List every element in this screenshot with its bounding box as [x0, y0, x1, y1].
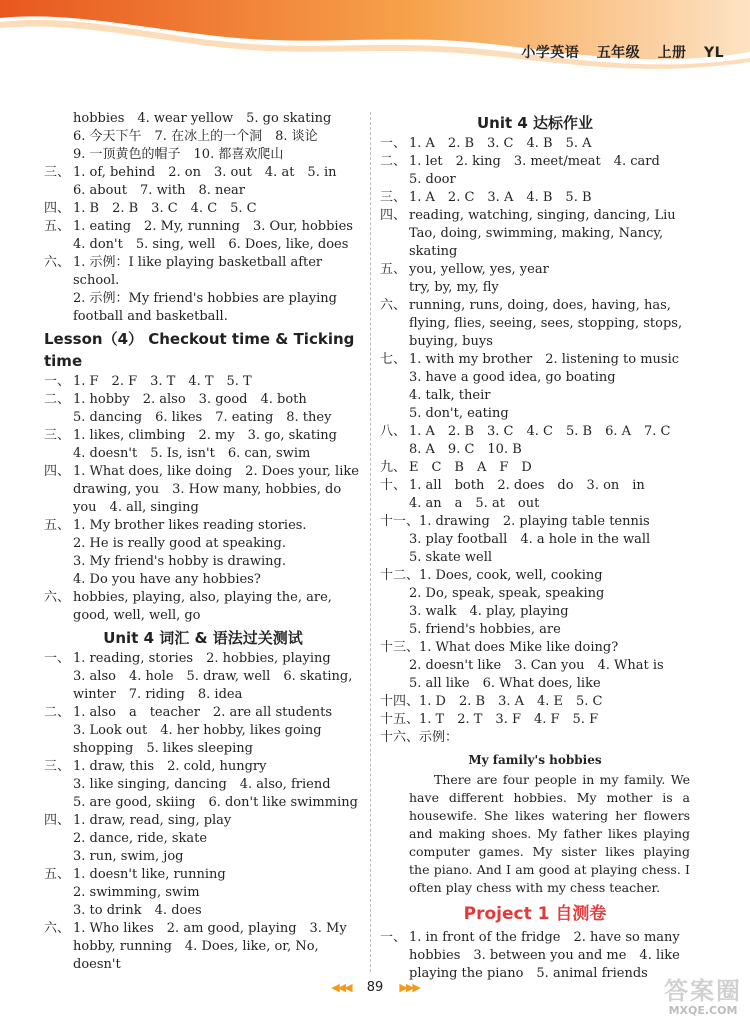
answer-item: [380, 531, 690, 549]
answer-line: 1. My brother likes reading stories.: [73, 518, 307, 533]
answer-item: [380, 153, 690, 171]
item-number: [44, 553, 73, 571]
answer-item: [380, 171, 690, 189]
answer-item: [44, 722, 362, 758]
next-arrows-icon: ▶▶▶: [399, 981, 419, 994]
answer-item: [44, 164, 362, 182]
answer-line: 1. A 2. C 3. A 4. B 5. B: [409, 190, 592, 205]
item-number: 一、: [380, 136, 407, 151]
item-number: 一、: [44, 374, 71, 389]
item-number: [44, 884, 73, 902]
answer-item: [380, 477, 690, 495]
answer-item: [380, 459, 690, 477]
item-number: [44, 290, 73, 326]
answer-line: 2. dance, ride, skate: [73, 831, 208, 846]
answer-item: [44, 373, 362, 391]
answer-item: [380, 513, 690, 531]
answer-item: [380, 405, 690, 423]
answer-item: [44, 571, 362, 589]
answer-item: [380, 441, 690, 459]
answer-line: 1. drawing 2. playing table tennis: [419, 514, 650, 529]
essay-text: There are four people in my family. We have different hobbies. My mother is a housewife. She likes watering her flowers and making shoes. My father likes playing computer games. My sister likes playing the piano. And I am good at playing chess. I often play chess with my chess teacher.: [409, 772, 690, 895]
lesson-section: [44, 373, 362, 625]
item-number: 六、: [380, 298, 407, 313]
answer-line: 2. 示例：My friend's hobbies are playing football and basketball.: [73, 291, 337, 324]
answer-item: [380, 279, 690, 297]
item-number: 四、: [44, 813, 71, 828]
item-number: 五、: [44, 219, 71, 234]
subject-label: 小学英语: [521, 45, 580, 61]
item-number: 八、: [380, 424, 407, 439]
answer-line: 2. Do, speak, speak, speaking: [409, 586, 605, 601]
answer-line: E C B A F D: [409, 460, 532, 475]
item-number: [380, 441, 409, 459]
answer-line: 1. A 2. B 3. C 4. C 5. B 6. A 7. C: [409, 424, 671, 439]
answer-line: 4. don't 5. sing, well 6. Does, like, does: [73, 237, 349, 252]
answer-line: 5. all like 6. What does, like: [409, 676, 601, 691]
page-footer: [0, 980, 750, 995]
item-number: 四、: [380, 208, 407, 223]
answer-line: 1. eating 2. My, running 3. Our, hobbies: [73, 219, 353, 234]
item-number: [380, 387, 409, 405]
answer-item: [380, 603, 690, 621]
answer-item: [380, 189, 690, 207]
item-number: 六、: [44, 921, 71, 936]
grade-label: 五年级: [596, 45, 641, 61]
answer-item: [44, 758, 362, 776]
item-number: 六、: [44, 590, 71, 605]
book-series-label: [509, 42, 724, 62]
answer-line: 9. 一顶黄色的帽子 10. 都喜欢爬山: [73, 147, 284, 162]
answer-item: [380, 423, 690, 441]
answer-item: [44, 218, 362, 236]
unit-homework-section: [380, 135, 690, 747]
item-number: [380, 603, 409, 621]
answer-line: 2. swimming, swim: [73, 885, 200, 900]
answer-item: [44, 200, 362, 218]
answer-line: hobbies, playing, also, playing the, are, good, well, well, go: [73, 590, 332, 623]
watermark-logo: [664, 977, 742, 1021]
answer-line: 1. T 2. T 3. F 4. F 5. F: [419, 712, 599, 727]
answer-item: [380, 351, 690, 369]
item-number: [44, 571, 73, 589]
item-number: 二、: [44, 705, 71, 720]
answer-item: [44, 427, 362, 445]
answer-line: 5. don't, eating: [409, 406, 509, 421]
item-number: [380, 495, 409, 513]
item-number: [44, 409, 73, 427]
answer-line: 4. doesn't 5. Is, isn't 6. can, swim: [73, 446, 311, 461]
edition-label: YL: [703, 45, 724, 61]
answer-line: 1. 示例：I like playing basketball after school.: [73, 255, 323, 288]
item-number: [44, 794, 73, 812]
answer-item: [44, 650, 362, 668]
answer-item: [44, 254, 362, 290]
answer-item: [44, 517, 362, 535]
item-number: 三、: [380, 190, 407, 205]
item-number: 一、: [380, 930, 407, 945]
answer-item: [380, 929, 690, 983]
lesson-title: Lesson（4） Checkout time & Ticking time: [44, 330, 355, 370]
answer-item: [44, 409, 362, 427]
item-number: [380, 657, 409, 675]
item-number: 二、: [44, 392, 71, 407]
vocab-test-section: [44, 650, 362, 974]
answer-line: 1. D 2. B 3. A 4. E 5. C: [419, 694, 603, 709]
item-number: [380, 279, 409, 297]
answer-item: [380, 495, 690, 513]
item-number: 五、: [44, 518, 71, 533]
item-number: 十五、: [380, 712, 420, 727]
item-number: [44, 722, 73, 758]
right-column: [380, 110, 690, 983]
item-number: 十二、: [380, 568, 420, 583]
item-number: 三、: [44, 165, 71, 180]
answer-line: 3. walk 4. play, playing: [409, 604, 569, 619]
item-number: 十四、: [380, 694, 420, 709]
answer-item: [380, 207, 690, 261]
answer-line: 3. run, swim, jog: [73, 849, 184, 864]
item-number: 十一、: [380, 514, 420, 529]
project-test-section: [380, 929, 690, 983]
answer-item: [380, 711, 690, 729]
answer-item: [44, 668, 362, 704]
answer-line: 1. B 2. B 3. C 4. C 5. C: [73, 201, 257, 216]
answer-line: 5. are good, skiing 6. don't like swimming: [73, 795, 358, 810]
answer-line: 6. about 7. with 8. near: [73, 183, 246, 198]
answer-item: [44, 884, 362, 902]
item-number: 十、: [380, 478, 407, 493]
answer-line: 1. F 2. F 3. T 4. T 5. T: [73, 374, 252, 389]
item-number: [380, 405, 409, 423]
answer-line: 3. to drink 4. does: [73, 903, 202, 918]
item-number: [44, 182, 73, 200]
answer-line: 1. likes, climbing 2. my 3. go, skating: [73, 428, 337, 443]
answer-item: [44, 290, 362, 326]
unit-homework-title: Unit 4 达标作业: [476, 114, 594, 132]
answer-line: 1. draw, this 2. cold, hungry: [73, 759, 267, 774]
answer-item: [380, 657, 690, 675]
watermark-main: 答案圈: [664, 977, 742, 1005]
item-number: [44, 236, 73, 254]
answer-line: 3. play football 4. a hole in the wall: [409, 532, 651, 547]
left-column: [44, 110, 362, 974]
answer-line: 1. also a teacher 2. are all students: [73, 705, 332, 720]
answer-item: [44, 794, 362, 812]
item-number: 十三、: [380, 640, 420, 655]
answer-item: [44, 776, 362, 794]
item-number: [44, 776, 73, 794]
answer-line: running, runs, doing, does, having, has, flying, flies, seeing, sees, stopping, stops, buying, buys: [409, 298, 683, 349]
answer-item: [380, 369, 690, 387]
answer-line: 1. What does Mike like doing?: [419, 640, 619, 655]
item-number: [380, 531, 409, 549]
item-number: [44, 445, 73, 463]
item-number: 一、: [44, 651, 71, 666]
answer-item: [380, 585, 690, 603]
answer-line: 4. Do you have any hobbies?: [73, 572, 261, 587]
item-number: [44, 848, 73, 866]
item-number: [380, 585, 409, 603]
item-number: [380, 171, 409, 189]
answer-item: [44, 445, 362, 463]
item-number: 四、: [44, 201, 71, 216]
project-test-title: Project 1 自测卷: [463, 904, 607, 924]
prev-arrows-icon: ◀◀◀: [331, 981, 351, 994]
answer-line: hobbies 4. wear yellow 5. go skating: [73, 111, 332, 126]
header-wave-graphic: [0, 0, 750, 80]
answer-item: [44, 830, 362, 848]
item-number: 七、: [380, 352, 407, 367]
answer-line: 1. Does, cook, well, cooking: [419, 568, 603, 583]
item-number: 十六、: [380, 730, 420, 745]
answer-item: [44, 589, 362, 625]
item-number: [380, 621, 409, 639]
answer-line: 1. all both 2. does do 3. on in: [409, 478, 645, 493]
answer-item: [44, 236, 362, 254]
answer-line: 1. doesn't like, running: [73, 867, 226, 882]
page-number: 89: [366, 980, 384, 995]
answer-item: [380, 297, 690, 351]
answer-line: 3. like singing, dancing 4. also, friend: [73, 777, 331, 792]
answer-item: [380, 675, 690, 693]
answer-line: 3. have a good idea, go boating: [409, 370, 616, 385]
answer-item: [44, 920, 362, 974]
continued-section: [44, 164, 362, 326]
answer-item: [44, 866, 362, 884]
answer-item: [380, 567, 690, 585]
item-number: 三、: [44, 759, 71, 774]
header-band: [0, 0, 750, 80]
answer-line: 示例：: [419, 730, 459, 745]
item-number: [380, 675, 409, 693]
vocab-test-title: Unit 4 词汇 & 语法过关测试: [103, 629, 303, 647]
answer-item: [44, 182, 362, 200]
answer-item: [380, 261, 690, 279]
answer-line: 5. friend's hobbies, are: [409, 622, 561, 637]
item-number: [44, 830, 73, 848]
item-number: 五、: [44, 867, 71, 882]
answer-line: try, by, my, fly: [409, 280, 499, 295]
item-number: 六、: [44, 255, 71, 270]
answer-line: 5. dancing 6. likes 7. eating 8. they: [73, 410, 332, 425]
answer-item: [380, 729, 690, 747]
item-number: 九、: [380, 460, 407, 475]
answer-line: 1. let 2. king 3. meet/meat 4. card: [409, 154, 660, 169]
answer-line: 1. A 2. B 3. C 4. B 5. A: [409, 136, 592, 151]
answer-line: 1. draw, read, sing, play: [73, 813, 232, 828]
answer-item: [44, 535, 362, 553]
item-number: [380, 369, 409, 387]
answer-item: [44, 812, 362, 830]
item-number: 四、: [44, 464, 71, 479]
answer-item: [380, 549, 690, 567]
answer-line: 5. door: [409, 172, 456, 187]
answer-line: 3. Look out 4. her hobby, likes going shopping 5. likes sleeping: [73, 723, 322, 756]
answer-item: [44, 902, 362, 920]
answer-line: 1. Who likes 2. am good, playing 3. My hobby, running 4. Does, like, or, No, doesn't: [73, 921, 347, 972]
answer-line: 6. 今天下午 7. 在冰上的一个洞 8. 谈论: [73, 129, 318, 144]
answer-item: [44, 704, 362, 722]
continued-answers: [44, 110, 362, 164]
answer-line: you, yellow, yes, year: [409, 262, 549, 277]
answer-line: 1. with my brother 2. listening to music: [409, 352, 680, 367]
answer-line: 1. What does, like doing 2. Does your, like drawing, you 3. How many, hobbies, do you 4. all, singing: [73, 464, 359, 515]
item-number: [44, 902, 73, 920]
item-number: 五、: [380, 262, 407, 277]
answer-line: 1. reading, stories 2. hobbies, playing: [73, 651, 331, 666]
answer-item: [380, 693, 690, 711]
answer-item: [380, 135, 690, 153]
answer-line: 3. My friend's hobby is drawing.: [73, 554, 286, 569]
answer-line: 4. an a 5. at out: [409, 496, 540, 511]
answer-line: reading, watching, singing, dancing, Liu Tao, doing, swimming, making, Nancy, skating: [409, 208, 676, 259]
essay: [380, 771, 690, 897]
column-divider: [370, 112, 371, 972]
volume-label: 上册: [657, 45, 687, 61]
answer-line: 2. doesn't like 3. Can you 4. What is: [409, 658, 664, 673]
answer-line: 4. talk, their: [409, 388, 491, 403]
answer-item: [380, 387, 690, 405]
answer-item: [44, 848, 362, 866]
answer-line: 3. also 4. hole 5. draw, well 6. skating, winter 7. riding 8. idea: [73, 669, 353, 702]
answer-line: 1. hobby 2. also 3. good 4. both: [73, 392, 307, 407]
answer-line: 2. He is really good at speaking.: [73, 536, 286, 551]
answer-item: [44, 553, 362, 571]
answer-item: [380, 621, 690, 639]
item-number: [44, 668, 73, 704]
essay-title: My family's hobbies: [468, 753, 602, 767]
answer-item: [44, 391, 362, 409]
answer-item: [380, 639, 690, 657]
answer-item: [44, 463, 362, 517]
answer-line: 1. in front of the fridge 2. have so many hobbies 3. between you and me 4. like playing the piano 5. animal friends: [409, 930, 680, 981]
item-number: [380, 549, 409, 567]
answer-line: 5. skate well: [409, 550, 493, 565]
item-number: 三、: [44, 428, 71, 443]
answer-line: 1. of, behind 2. on 3. out 4. at 5. in: [73, 165, 337, 180]
item-number: 二、: [380, 154, 407, 169]
watermark-url: MXQE.COM: [668, 1004, 738, 1017]
answer-line: 8. A 9. C 10. B: [409, 442, 522, 457]
item-number: [44, 535, 73, 553]
